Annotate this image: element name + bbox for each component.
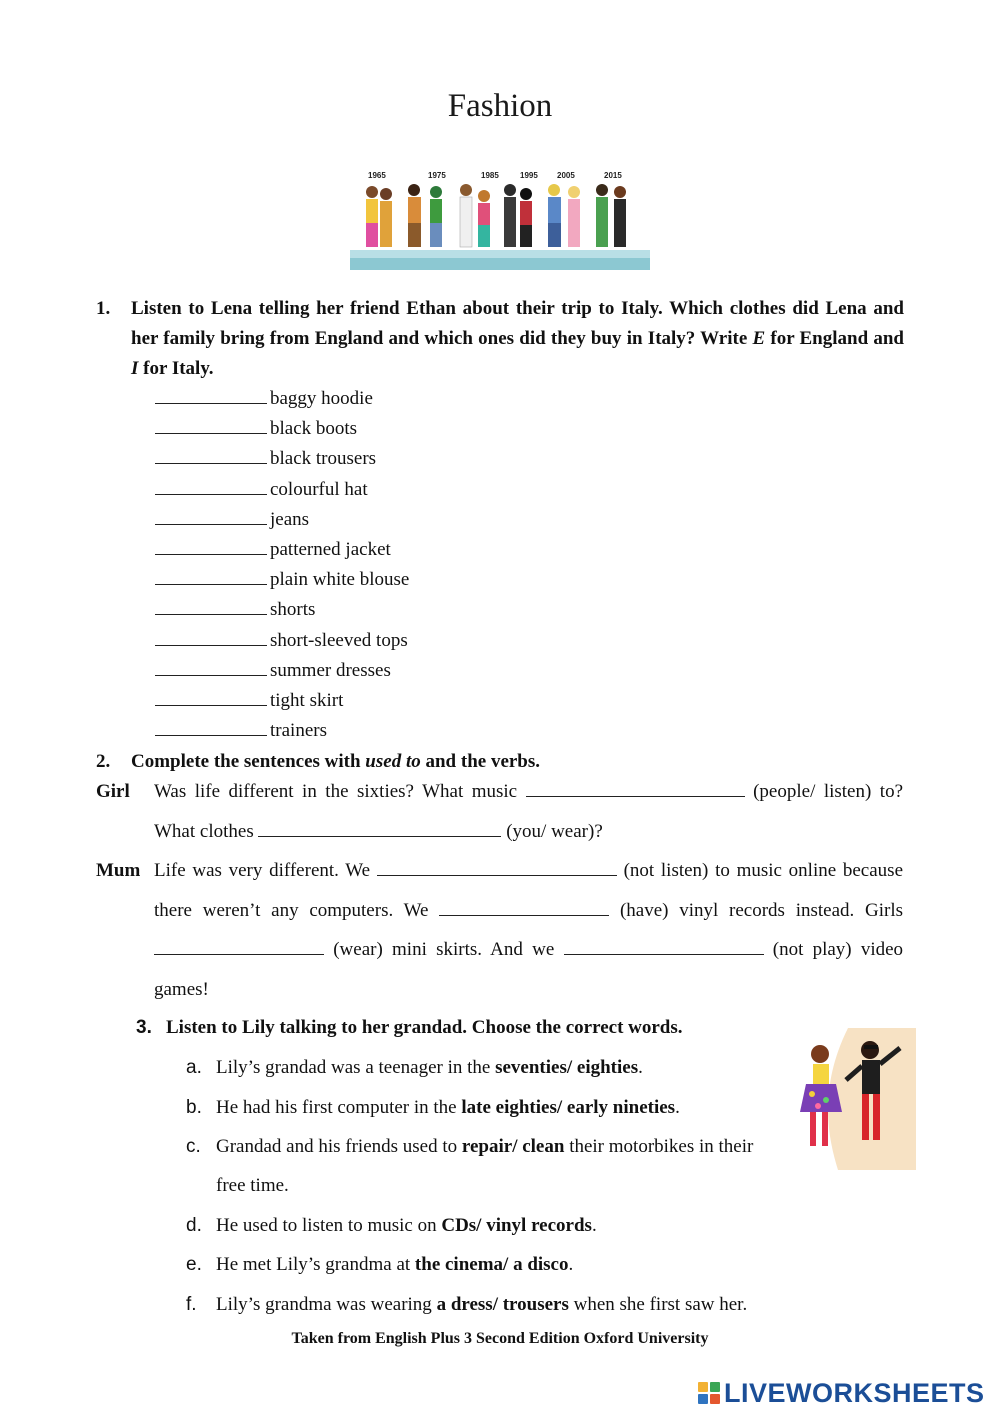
worksheet-title: Fashion [447, 88, 553, 124]
choice-options[interactable]: late eighties/ early nineties [461, 1097, 676, 1118]
list-item: tight skirt [155, 686, 409, 716]
list-item: patterned jacket [155, 535, 409, 565]
answer-blank[interactable] [155, 476, 267, 495]
logo-wordmark: LIVEWORKSHEETS [724, 1377, 985, 1408]
answer-blank[interactable] [155, 717, 267, 736]
choice-item: d. He used to listen to music on CDs/ vinyl records. [186, 1215, 597, 1236]
dialogue-line: Life was very different. We (not listen) to music online because [154, 851, 903, 891]
answer-blank[interactable] [155, 506, 267, 525]
answer-blank[interactable] [155, 566, 267, 585]
liveworksheets-logo [698, 1378, 985, 1408]
list-item: summer dresses [155, 656, 409, 686]
choice-item: e. He met Lily’s grandma at the cinema/ a disco. [186, 1254, 574, 1275]
speaker-girl: Girl [96, 781, 130, 802]
answer-blank[interactable] [526, 776, 745, 797]
list-item: baggy hoodie [155, 384, 409, 414]
logo-icon [698, 1382, 720, 1404]
list-item: shorts [155, 595, 409, 625]
year-label: 1985 [481, 171, 499, 180]
answer-blank[interactable] [155, 385, 267, 404]
source-credit: Taken from English Plus 3 Second Edition Oxford University [291, 1330, 709, 1347]
list-item: colourful hat [155, 475, 409, 505]
year-label: 1975 [428, 171, 446, 180]
dancing-couple-illustration [788, 1028, 916, 1170]
year-label: 2005 [557, 171, 575, 180]
choice-item: b. He had his first computer in the late eighties/ early nineties. [186, 1097, 680, 1118]
answer-blank[interactable] [155, 445, 267, 464]
answer-blank[interactable] [155, 687, 267, 706]
list-item: trainers [155, 716, 409, 746]
choice-options[interactable]: a dress/ trousers [436, 1294, 569, 1315]
answer-blank[interactable] [155, 596, 267, 615]
fashion-decades-illustration [350, 168, 650, 270]
choice-item: a. Lily’s grandad was a teenager in the seventies/ eighties. [186, 1057, 643, 1078]
answer-blank[interactable] [439, 895, 609, 916]
choice-options[interactable]: seventies/ eighties [495, 1057, 639, 1078]
choice-item-continuation: free time. [216, 1175, 289, 1196]
choice-options[interactable]: CDs/ vinyl records [441, 1215, 592, 1236]
dialogue-line: games! [154, 979, 209, 1000]
answer-blank[interactable] [154, 934, 324, 955]
answer-blank[interactable] [155, 657, 267, 676]
list-item: black boots [155, 414, 409, 444]
question-1 [96, 294, 904, 384]
list-item: black trousers [155, 444, 409, 474]
year-label: 1995 [520, 171, 538, 180]
question-3: 3. Listen to Lily talking to her grandad. Choose the correct words. [136, 1013, 683, 1043]
answer-blank[interactable] [564, 934, 764, 955]
question-number: 2. [96, 751, 111, 772]
answer-blank[interactable] [155, 415, 267, 434]
answer-blank[interactable] [377, 855, 617, 876]
answer-blank[interactable] [155, 627, 267, 646]
dialogue-line: (wear) mini skirts. And we (not play) video [154, 930, 903, 970]
question-number: 1. [96, 298, 111, 319]
year-label: 2015 [604, 171, 622, 180]
choice-options[interactable]: repair/ clean [461, 1136, 565, 1157]
choice-item: c. Grandad and his friends used to repair/ clean their motorbikes in their [186, 1136, 754, 1157]
list-item: plain white blouse [155, 565, 409, 595]
list-item: short-sleeved tops [155, 626, 409, 656]
question-number: 3. [136, 1017, 152, 1038]
clothes-list [155, 384, 409, 746]
choice-options[interactable]: the cinema/ a disco [414, 1254, 569, 1275]
list-item: jeans [155, 505, 409, 535]
answer-blank[interactable] [155, 536, 267, 555]
dialogue-line: What clothes (you/ wear)? [154, 812, 903, 852]
year-label: 1965 [368, 171, 386, 180]
dialogue-line: there weren’t any computers. We (have) vinyl records instead. Girls [154, 891, 903, 931]
speaker-mum: Mum [96, 860, 141, 881]
question-instruction: Listen to Lena telling her friend Ethan about their trip to Italy. Which clothes did Lena and her family bring from England and which ones did they buy in Italy? Write E for England and I for Italy. [131, 298, 904, 379]
choice-item: f. Lily’s grandma was wearing a dress/ trousers when she first saw her. [186, 1294, 748, 1315]
answer-blank[interactable] [258, 816, 501, 837]
question-2: 2. Complete the sentences with used to and the verbs. [96, 747, 540, 777]
dialogue-line: Was life different in the sixties? What music (people/ listen) to? [154, 772, 903, 812]
